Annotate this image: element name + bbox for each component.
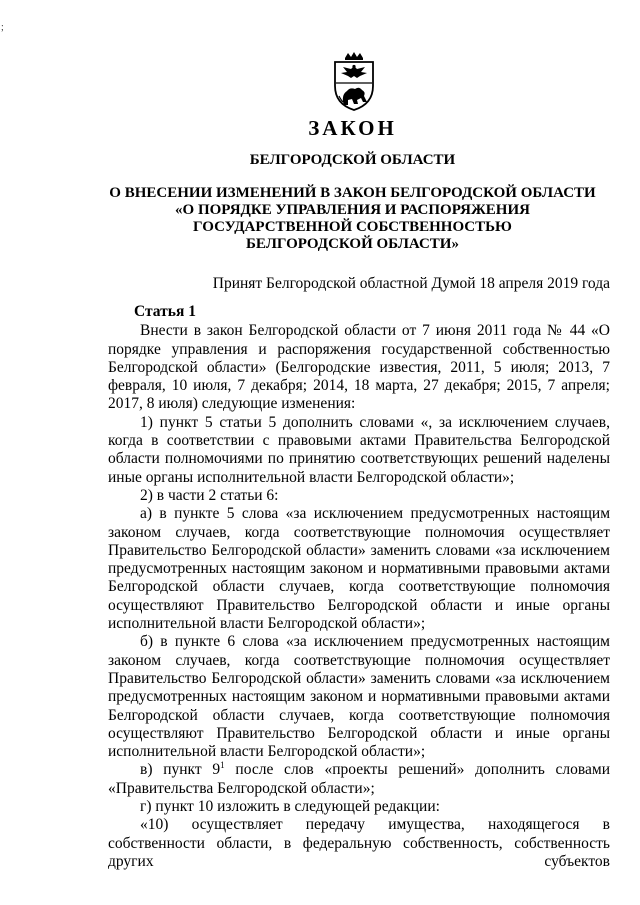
paragraph-item-2g-text: «10) осуществляет передачу имущества, находящегося в собственности области, в федеральную собственность, собственность других субъектов (108, 816, 610, 870)
law-heading: ЗАКОН (308, 116, 397, 140)
paragraph-intro: Внести в закон Белгородской области от 7 июня 2011 года № 44 «О порядке управления и распоряжения государственной собственностью Белгородской области» (Белгородские известия, 2011, 5 июля; 2013, 7 февраля, 10 июля, 7 декабря; 2014, 18 марта, 27 декабря; 2015, 7 апреля; 2017, 8 июля) следующие изменения: (108, 322, 610, 413)
article-heading: Статья 1 (134, 303, 196, 320)
law-title-line: «О ПОРЯДКЕ УПРАВЛЕНИЯ И РАСПОРЯЖЕНИЯ (175, 202, 530, 218)
paragraph-item-2b: б) в пункте 6 слова «за исключением предусмотренных настоящим законом случаев, когда соответствующие полномочия осуществляет Правительство Белгородской области» заменить словами «за исключением предусмотренных настоящим законом и нормативными правовыми актами Белгородской области случаев, когда соответствующие полномочия осуществляют Правительство Белгородской области и иные органы исполнительной власти Белгородской области»; (108, 633, 610, 761)
superscript: 1 (220, 760, 225, 771)
law-title-line: ГОСУДАРСТВЕННОЙ СОБСТВЕННОСТЬЮ (193, 219, 512, 235)
law-title-line: БЕЛГОРОДСКОЙ ОБЛАСТИ» (246, 236, 459, 252)
paragraph-item-1: 1) пункт 5 статьи 5 дополнить словами «, за исключением случаев, когда в соответствии с правовыми актами Правительства Белгородской области полномочиями по принятию соответствующих решений наделены иные органы исполнительной власти Белгородской области»; (108, 413, 610, 486)
region-heading: БЕЛГОРОДСКОЙ ОБЛАСТИ (249, 152, 456, 168)
paragraph-item-2v (108, 761, 610, 798)
paragraph-item-2g: г) пункт 10 изложить в следующей редакции: (140, 798, 440, 816)
paragraph-item-2a: а) в пункте 5 слова «за исключением предусмотренных настоящим законом случаев, когда соответствующие полномочия осуществляет Правительство Белгородской области» заменить словами «за исключением предусмотренных настоящим законом и нормативными правовыми актами Белгородской области случаев, когда соответствующие полномочия осуществляют Правительство Белгородской области и иные органы исполнительной власти Белгородской области»; (108, 505, 610, 633)
document-body (108, 303, 610, 871)
adoption-date: Принят Белгородской областной Думой 18 апреля 2019 года (212, 275, 610, 292)
item-2v-prefix: в) пункт 9 (140, 761, 221, 779)
paragraph-item-2: 2) в части 2 статьи 6: (140, 486, 279, 504)
margin-mark: ; (1, 22, 4, 33)
law-title (0, 185, 640, 253)
law-title-line: О ВНЕСЕНИИ ИЗМЕНЕНИЙ В ЗАКОН БЕЛГОРОДСКОЙ ОБЛАСТИ (109, 185, 596, 201)
coat-of-arms-icon (331, 52, 377, 112)
item-2v-text: после слов «проекты решений» дополнить словами «Правительства Белгородской области»; (108, 761, 611, 797)
